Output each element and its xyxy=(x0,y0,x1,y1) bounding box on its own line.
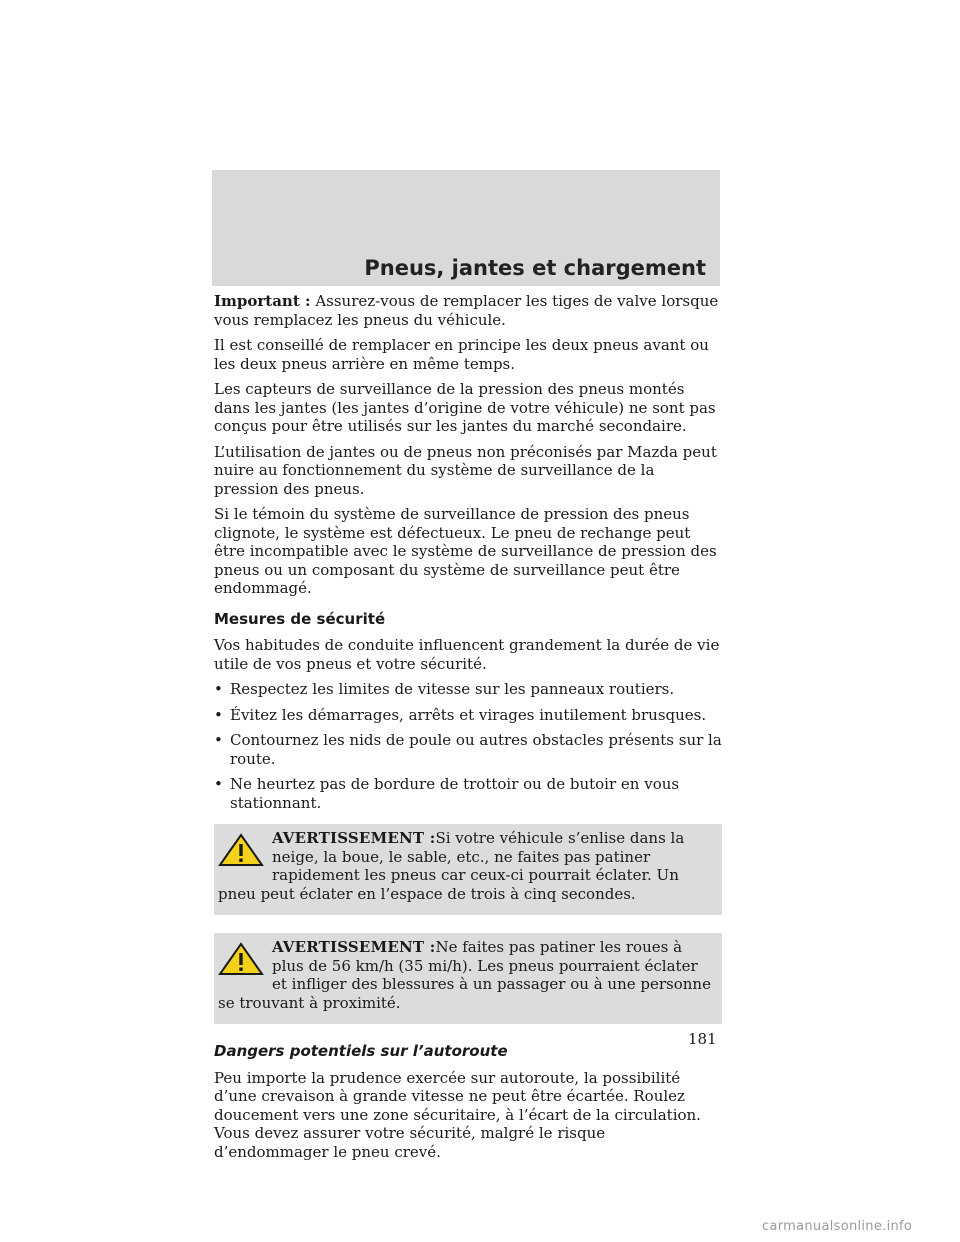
safety-list xyxy=(214,680,722,812)
list-item-text: Évitez les démarrages, arrêts et virages inutilement brusques. xyxy=(230,705,707,724)
list-item xyxy=(214,680,722,699)
safety-heading: Mesures de sécurité xyxy=(214,609,386,628)
list-item-text: Contournez les nids de poule ou autres obstacles présents sur la route. xyxy=(230,731,722,768)
warning-triangle-icon xyxy=(218,942,266,978)
list-item-text: Ne heurtez pas de bordure de trottoir ou de butoir en vous stationnant. xyxy=(230,775,680,812)
list-item xyxy=(214,731,722,768)
warning-label: AVERTISSEMENT : xyxy=(272,938,436,956)
bullet-icon: • xyxy=(214,731,223,749)
paragraph: Il est conseillé de remplacer en principe les deux pneus avant ou les deux pneus arrière en même temps. xyxy=(214,336,709,373)
warning-box xyxy=(214,933,722,1024)
watermark: carmanualsonline.info xyxy=(762,1219,913,1234)
paragraph: Les capteurs de surveillance de la pression des pneus montés dans les jantes (les jantes d’origine de votre véhicule) ne sont pas conçus pour être utilisés sur les jantes du marché secondaire. xyxy=(214,380,716,435)
paragraph: Si le témoin du système de surveillance de pression des pneus clignote, le système est défectueux. Le pneu de rechange peut être incompatible avec le système de surveillance de pression des pneus ou un composant du système de surveillance peut être endommagé. xyxy=(214,505,717,597)
important-label: Important : xyxy=(214,292,311,310)
page-number: 181 xyxy=(688,1030,717,1048)
bullet-icon: • xyxy=(214,680,223,698)
highway-text: Peu importe la prudence exercée sur autoroute, la possibilité d’une crevaison à grande vitesse ne peut être écartée. Roulez doucement vers une zone sécuritaire, à l’écart de la circulation. Vous devez assurer votre sécurité, malgré le risque d’endommager le pneu crevé. xyxy=(214,1068,701,1161)
warning-text: Si votre véhicule s’enlise dans la neige, la boue, le sable, etc., ne faites pas patiner rapidement les pneus car ceux-ci pourrait éclater. Un pneu peut éclater en l’espace de trois à cinq secondes. xyxy=(218,829,685,903)
bullet-icon: • xyxy=(214,705,223,724)
list-item xyxy=(214,706,722,725)
warning-triangle-icon xyxy=(218,833,266,869)
list-item xyxy=(214,775,722,812)
paragraph: L’utilisation de jantes ou de pneus non préconisés par Mazda peut nuire au fonctionnement du système de surveillance de la pression des pneus. xyxy=(214,442,717,498)
bullet-icon: • xyxy=(214,775,223,793)
section-title: Pneus, jantes et chargement xyxy=(364,256,706,280)
safety-intro: Vos habitudes de conduite influencent grandement la durée de vie utile de vos pneus et votre sécurité. xyxy=(214,636,720,673)
header-band xyxy=(212,170,720,286)
highway-heading: Dangers potentiels sur l’autoroute xyxy=(214,1042,508,1060)
important-text: Assurez-vous de remplacer les tiges de valve lorsque vous remplacez les pneus du véhicule. xyxy=(214,292,719,329)
warning-label: AVERTISSEMENT : xyxy=(272,829,436,847)
warning-text: Ne faites pas patiner les roues à plus de 56 km/h (35 mi/h). Les pneus pourraient éclater et infliger des blessures à un passager ou à une personne se trouvant à proximité. xyxy=(218,938,711,1012)
page-content xyxy=(214,292,722,1168)
list-item-text: Respectez les limites de vitesse sur les panneaux routiers. xyxy=(230,680,675,698)
warning-box xyxy=(214,824,722,915)
important-paragraph xyxy=(214,292,722,329)
